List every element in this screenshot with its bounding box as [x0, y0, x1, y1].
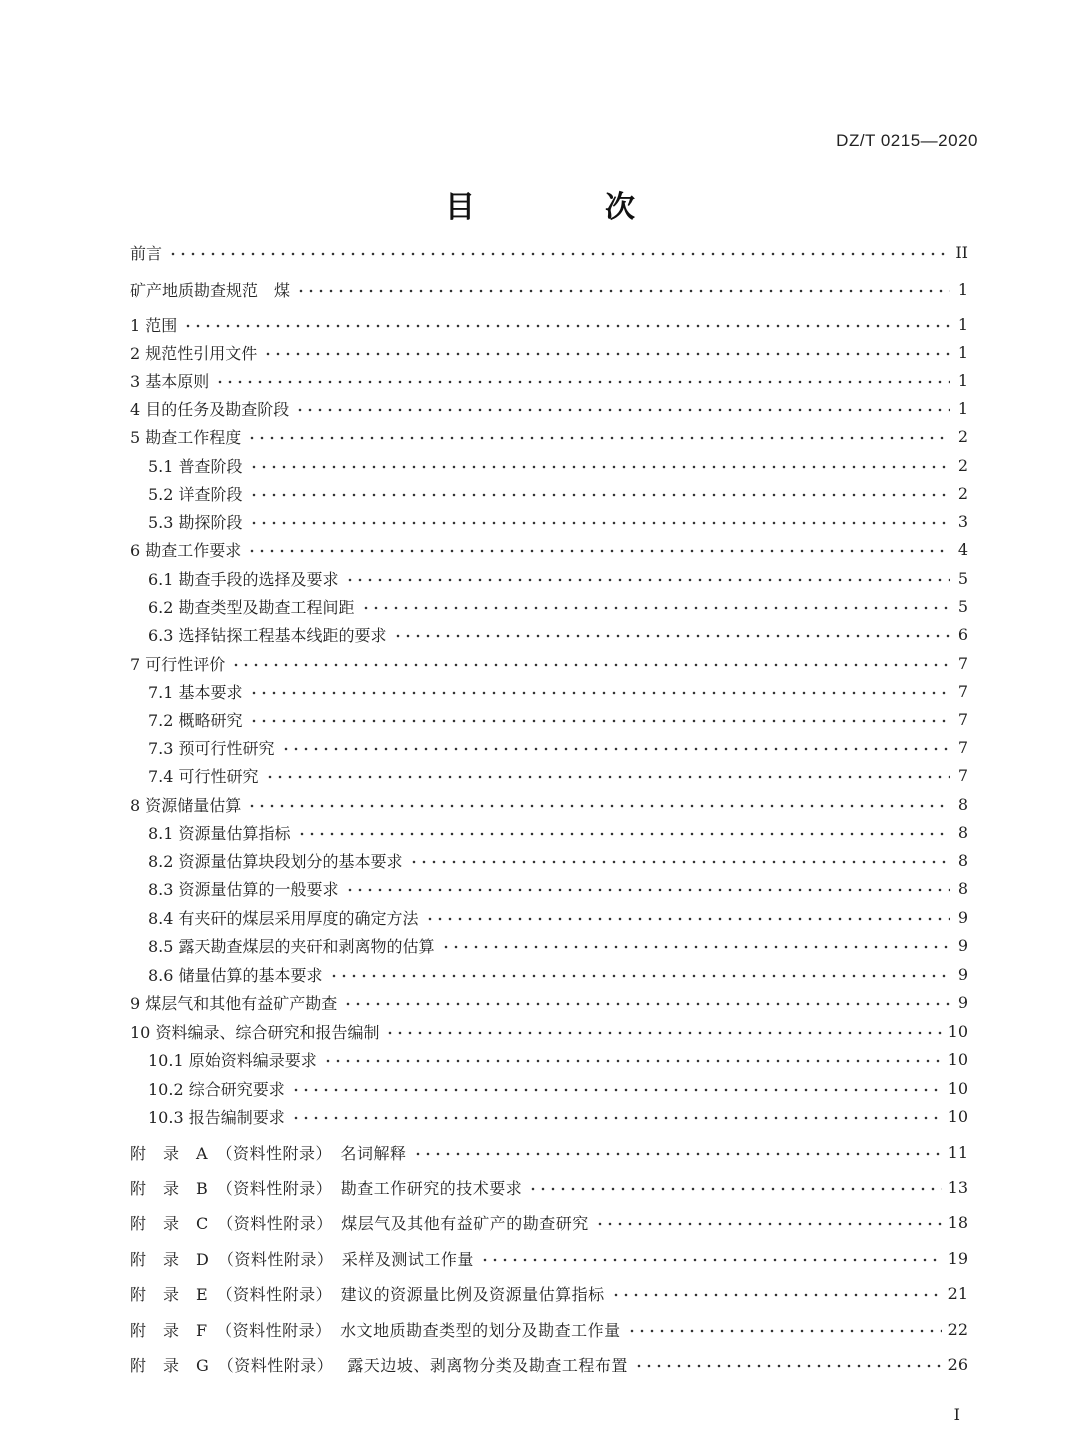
toc-entry-label: 7.2 概略研究 [148, 710, 243, 730]
toc-entry-label: 4 目的任务及勘查阶段 [130, 399, 290, 419]
toc-entry-label: 1 范围 [130, 315, 178, 335]
toc-entry-label: 10.1 原始资料编录要求 [148, 1050, 317, 1070]
toc-entry[interactable] [130, 649, 968, 677]
dot-leader [291, 1082, 942, 1094]
toc-entry-page: 9 [957, 935, 968, 955]
toc-entry-label: 9 煤层气和其他有益矿产勘查 [130, 993, 338, 1013]
toc-entry[interactable] [148, 846, 968, 874]
toc-entry-page: 6 [957, 624, 968, 644]
dot-leader [345, 882, 950, 894]
toc-entry-label: 附 录 B （资料性附录） 勘查工作研究的技术要求 [130, 1178, 523, 1198]
toc-entry-label: 8.2 资源量估算块段划分的基本要求 [148, 851, 403, 871]
toc-entry-page: 7 [957, 653, 968, 673]
toc-entry-page: 22 [947, 1319, 968, 1339]
toc-entry[interactable] [130, 988, 968, 1016]
dot-leader [281, 741, 950, 753]
toc-entry-page: 11 [947, 1142, 968, 1162]
toc-entry-page: 1 [957, 314, 968, 334]
toc-entry-label: 8.4 有夹矸的煤层采用厚度的确定方法 [148, 908, 419, 928]
dot-leader [413, 1146, 942, 1158]
toc-entry-page: 7 [957, 765, 968, 785]
toc-entry[interactable] [148, 931, 968, 959]
toc-entry[interactable] [148, 507, 968, 535]
toc-entry[interactable] [148, 620, 968, 648]
toc-entry[interactable] [130, 394, 968, 422]
toc-entry-label: 7.4 可行性研究 [148, 766, 259, 786]
dot-leader [480, 1252, 942, 1264]
toc-entry[interactable] [130, 535, 968, 563]
toc-entry-page: 1 [957, 342, 968, 362]
toc-entry[interactable] [148, 564, 968, 592]
toc-entry-label: 7.1 基本要求 [148, 682, 243, 702]
dot-leader [296, 283, 950, 295]
toc-entry[interactable] [130, 1138, 968, 1166]
toc-entry-label: 2 规范性引用文件 [130, 343, 258, 363]
toc-entry[interactable] [148, 818, 968, 846]
toc-entry[interactable] [148, 903, 968, 931]
page-title: 目 次 [445, 190, 685, 225]
toc-entry[interactable] [130, 1017, 968, 1045]
toc-entry-page: 26 [947, 1354, 968, 1374]
toc-entry[interactable] [148, 1045, 968, 1073]
toc-entry-page: 10 [947, 1106, 968, 1126]
dot-leader [215, 374, 950, 386]
toc-entry-page: 18 [947, 1212, 968, 1232]
dot-leader [231, 657, 950, 669]
toc-entry-label: 附 录 A （资料性附录） 名词解释 [130, 1143, 407, 1163]
toc-entry-label: 附 录 D （资料性附录） 采样及测试工作量 [130, 1249, 474, 1269]
toc-entry-label: 5.2 详查阶段 [148, 484, 243, 504]
dot-leader [634, 1358, 942, 1370]
toc-entry[interactable] [148, 479, 968, 507]
toc-entry-page: 2 [957, 455, 968, 475]
toc-entry-page: 1 [957, 398, 968, 418]
toc-entry[interactable] [148, 592, 968, 620]
dot-leader [295, 402, 950, 414]
dot-leader [249, 685, 950, 697]
dot-leader [265, 769, 950, 781]
toc-entry-page: II [955, 242, 968, 262]
toc-entry-page: 8 [957, 850, 968, 870]
toc-entry[interactable] [130, 1244, 968, 1272]
toc-entry[interactable] [130, 1173, 968, 1201]
toc-entry-page: 2 [957, 483, 968, 503]
toc-entry-label: 附 录 E （资料性附录） 建议的资源量比例及资源量估算指标 [130, 1284, 605, 1304]
toc-entry-label: 8.6 储量估算的基本要求 [148, 965, 323, 985]
toc-entry-label: 7 可行性评价 [130, 654, 226, 674]
toc-entry-page: 8 [957, 822, 968, 842]
toc-entry[interactable] [130, 422, 968, 450]
toc-entry-label: 6.2 勘查类型及勘查工程间距 [148, 597, 355, 617]
toc-entry-label: 6 勘查工作要求 [130, 540, 242, 560]
dot-leader [409, 854, 950, 866]
dot-leader [183, 318, 950, 330]
toc-entry[interactable] [148, 677, 968, 705]
toc-entry[interactable] [130, 1350, 968, 1378]
toc-entry-page: 10 [947, 1049, 968, 1069]
dot-leader [385, 1025, 941, 1037]
toc-entry-page: 10 [947, 1021, 968, 1041]
toc-entry-label: 6.3 选择钻探工程基本线距的要求 [148, 625, 387, 645]
toc-entry[interactable] [130, 366, 968, 394]
toc-entry[interactable] [130, 238, 968, 266]
dot-leader [393, 628, 950, 640]
toc-entry-label: 7.3 预可行性研究 [148, 738, 275, 758]
dot-leader [345, 572, 950, 584]
dot-leader [247, 798, 950, 810]
dot-leader [249, 487, 950, 499]
dot-leader [249, 515, 950, 527]
dot-leader [247, 543, 950, 555]
dot-leader [441, 939, 950, 951]
toc-entry-page: 4 [957, 539, 968, 559]
dot-leader [168, 246, 949, 258]
toc-entry[interactable] [148, 451, 968, 479]
toc-entry-page: 3 [957, 511, 968, 531]
toc-entry-label: 10.2 综合研究要求 [148, 1079, 285, 1099]
toc-entry-page: 8 [957, 794, 968, 814]
toc-entry-label: 6.1 勘查手段的选择及要求 [148, 569, 339, 589]
toc-entry-page: 5 [957, 596, 968, 616]
toc-entry[interactable] [130, 310, 968, 338]
toc-entry-page: 5 [957, 568, 968, 588]
toc-entry-page: 2 [957, 426, 968, 446]
toc-entry-label: 10.3 报告编制要求 [148, 1107, 285, 1127]
toc-entry[interactable] [148, 874, 968, 902]
toc-entry-page: 9 [957, 964, 968, 984]
toc-entry-page: 7 [957, 709, 968, 729]
dot-leader [595, 1216, 942, 1228]
toc-entry[interactable] [148, 960, 968, 988]
toc-entry-label: 前言 [130, 243, 163, 263]
toc-entry-page: 9 [957, 907, 968, 927]
dot-leader [247, 430, 950, 442]
toc-entry-page: 10 [947, 1078, 968, 1098]
toc-entry[interactable] [148, 705, 968, 733]
toc-entry[interactable] [148, 761, 968, 789]
toc-entry-label: 5.3 勘探阶段 [148, 512, 243, 532]
toc-entry-label: 附 录 C （资料性附录） 煤层气及其他有益矿产的勘查研究 [130, 1213, 589, 1233]
toc-entry-label: 8.1 资源量估算指标 [148, 823, 291, 843]
dot-leader [263, 346, 950, 358]
toc-entry-page: 7 [957, 737, 968, 757]
toc-entry-page: 8 [957, 878, 968, 898]
dot-leader [611, 1287, 942, 1299]
dot-leader [323, 1053, 942, 1065]
dot-leader [343, 996, 950, 1008]
toc-entry[interactable] [130, 1315, 968, 1343]
toc-entry-page: 7 [957, 681, 968, 701]
toc-entry[interactable] [130, 1279, 968, 1307]
toc-entry[interactable] [130, 1208, 968, 1236]
toc-entry-label: 8.5 露天勘查煤层的夹矸和剥离物的估算 [148, 936, 435, 956]
toc-entry[interactable] [148, 733, 968, 761]
dot-leader [249, 713, 950, 725]
toc-entry-label: 10 资料编录、综合研究和报告编制 [130, 1022, 380, 1042]
dot-leader [528, 1181, 941, 1193]
toc-entry-page: 1 [957, 279, 968, 299]
toc-entry-label: 8.3 资源量估算的一般要求 [148, 879, 339, 899]
toc-entry-label: 矿产地质勘查规范 煤 [130, 280, 291, 300]
toc-entry-page: 1 [957, 370, 968, 390]
toc-entry-page: 19 [947, 1248, 968, 1268]
toc-entry[interactable] [130, 338, 968, 366]
toc-entry-page: 13 [947, 1177, 968, 1197]
dot-leader [425, 911, 950, 923]
toc-entry[interactable] [130, 275, 968, 303]
toc-entry[interactable] [148, 1102, 968, 1130]
standard-code: DZ/T 0215—2020 [836, 131, 978, 150]
page-number: I [953, 1405, 960, 1424]
toc-entry-label: 附 录 G （资料性附录） 露天边坡、剥离物分类及勘查工程布置 [130, 1355, 628, 1375]
toc-entry-page: 21 [947, 1283, 968, 1303]
dot-leader [291, 1110, 942, 1122]
toc-entry-label: 5 勘查工作程度 [130, 427, 242, 447]
toc-entry[interactable] [130, 790, 968, 818]
dot-leader [249, 459, 950, 471]
toc-entry-label: 附 录 F （资料性附录） 水文地质勘查类型的划分及勘查工作量 [130, 1320, 621, 1340]
dot-leader [627, 1323, 942, 1335]
dot-leader [297, 826, 950, 838]
toc-entry-page: 9 [957, 992, 968, 1012]
toc-entry-label: 8 资源储量估算 [130, 795, 242, 815]
dot-leader [329, 968, 950, 980]
dot-leader [361, 600, 950, 612]
toc-entry-label: 5.1 普查阶段 [148, 456, 243, 476]
toc-entry-label: 3 基本原则 [130, 371, 210, 391]
toc-entry[interactable] [148, 1074, 968, 1102]
